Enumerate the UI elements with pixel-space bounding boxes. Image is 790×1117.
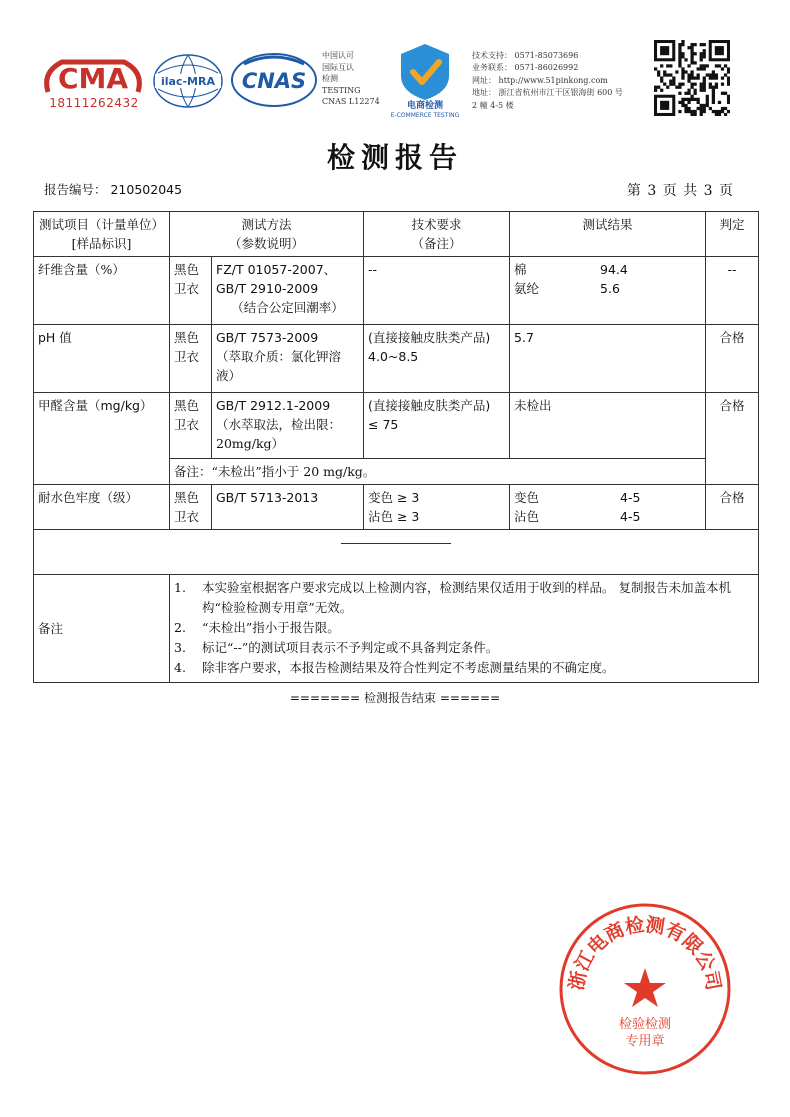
requirement: (直接接触皮肤类产品) ≤ 75 bbox=[364, 393, 510, 459]
remarks-content bbox=[170, 575, 759, 683]
header-requirement: 技术要求 （备注） bbox=[364, 212, 510, 257]
table-header-row bbox=[34, 212, 759, 257]
header-judgment: 判定 bbox=[706, 212, 759, 257]
judgment: 合格 bbox=[706, 325, 759, 393]
ecommerce-cn-label: 电商检测 bbox=[406, 101, 444, 111]
blank-cell bbox=[34, 530, 759, 575]
seal-line2: 专用章 bbox=[625, 1034, 665, 1049]
qr-code-icon bbox=[654, 40, 730, 116]
table-row-blank bbox=[34, 530, 759, 575]
test-item: 甲醛含量（mg/kg） bbox=[34, 393, 170, 485]
header-item: 测试项目（计量单位） [样品标识] bbox=[34, 212, 170, 257]
table-row bbox=[34, 325, 759, 393]
official-seal bbox=[558, 902, 732, 1076]
sample-id: 黑色卫衣 bbox=[170, 325, 212, 393]
document-title: 检测报告 bbox=[326, 141, 463, 174]
header-result: 测试结果 bbox=[510, 212, 706, 257]
cnas-logo bbox=[230, 52, 318, 108]
star-icon bbox=[624, 968, 666, 1007]
ilac-label: ilac-MRA bbox=[161, 75, 215, 88]
contact-info: 技术支持： 0571-85073696 业务联系： 0571-86026992 网址： http://www.51pinkong.com 地址： 浙江省杭州市江干区银海街 600 号 2 幢 4-5 楼 bbox=[472, 51, 623, 110]
seal-line1: 检验检测 bbox=[618, 1017, 672, 1032]
sample-id: 黑色卫衣 bbox=[170, 485, 212, 530]
test-item: 耐水色牢度（级） bbox=[34, 485, 170, 530]
judgment: -- bbox=[706, 257, 759, 325]
test-result: 棉 94.4 氨纶 5.6 bbox=[510, 257, 706, 325]
requirement: -- bbox=[364, 257, 510, 325]
table-row bbox=[34, 485, 759, 530]
ilac-mra-logo bbox=[152, 53, 224, 109]
cma-label: CMA bbox=[57, 62, 129, 95]
sample-id: 黑色卫衣 bbox=[170, 257, 212, 325]
remarks-row bbox=[34, 575, 759, 683]
report-number: 报告编号： 210502045 bbox=[44, 182, 183, 197]
report-end-line: ======= 检测报告结束 ====== bbox=[289, 691, 501, 705]
judgment: 合格 bbox=[706, 485, 759, 530]
test-method: GB/T 5713-2013 bbox=[212, 485, 364, 530]
test-method: GB/T 2912.1-2009 （水萃取法，检出限：20mg/kg） bbox=[212, 393, 364, 459]
cma-number: 18111262432 bbox=[49, 96, 139, 110]
test-method: GB/T 7573-2009 （萃取介质：氯化钾溶液） bbox=[212, 325, 364, 393]
table-row bbox=[34, 257, 759, 325]
remarks-label: 备注 bbox=[34, 575, 170, 683]
judgment: 合格 bbox=[706, 393, 759, 485]
test-results-table bbox=[33, 211, 759, 683]
remark-item: 2. “未检出”指小于报告限。 bbox=[174, 620, 340, 635]
table-row bbox=[34, 393, 759, 459]
requirement: (直接接触皮肤类产品) 4.0~8.5 bbox=[364, 325, 510, 393]
test-method: FZ/T 01057-2007、GB/T 2910-2009 （结合公定回潮率） bbox=[212, 257, 364, 325]
test-item: pH 值 bbox=[34, 325, 170, 393]
accreditation-text: 中国认可 国际互认 检测 TESTING CNAS L12274 bbox=[322, 51, 380, 106]
cnas-label: CNAS bbox=[241, 69, 307, 93]
requirement: 变色 ≥ 3 沾色 ≥ 3 bbox=[364, 485, 510, 530]
remark-item: 3. 标记“--”的测试项目表示不予判定或不具备判定条件。 bbox=[174, 640, 499, 655]
center-divider bbox=[341, 543, 451, 544]
test-result: 5.7 bbox=[510, 325, 706, 393]
test-result: 未检出 bbox=[510, 393, 706, 459]
remark-item: 4. 除非客户要求，本报告检测结果及符合性判定不考虑测量结果的不确定度。 bbox=[174, 660, 615, 675]
remark-item: 1. 本实验室根据客户要求完成以上检测内容，检测结果仅适用于收到的样品。 复制报告未加盖本机构“检验检测专用章”无效。 bbox=[174, 580, 731, 615]
seal-company-text: 浙江电商检测有限公司 bbox=[565, 913, 725, 993]
formaldehyde-note: 备注：“未检出”指小于 20 mg/kg。 bbox=[170, 459, 706, 485]
test-item: 纤维含量（%） bbox=[34, 257, 170, 325]
page-info: 第 3 页 共 3 页 bbox=[626, 183, 734, 199]
ecommerce-testing-logo bbox=[383, 40, 467, 118]
test-result: 变色 4-5 沾色 4-5 bbox=[510, 485, 706, 530]
header-method: 测试方法 （参数说明） bbox=[170, 212, 364, 257]
ecommerce-en-label: E-COMMERCE TESTING bbox=[390, 112, 460, 118]
sample-id: 黑色卫衣 bbox=[170, 393, 212, 459]
